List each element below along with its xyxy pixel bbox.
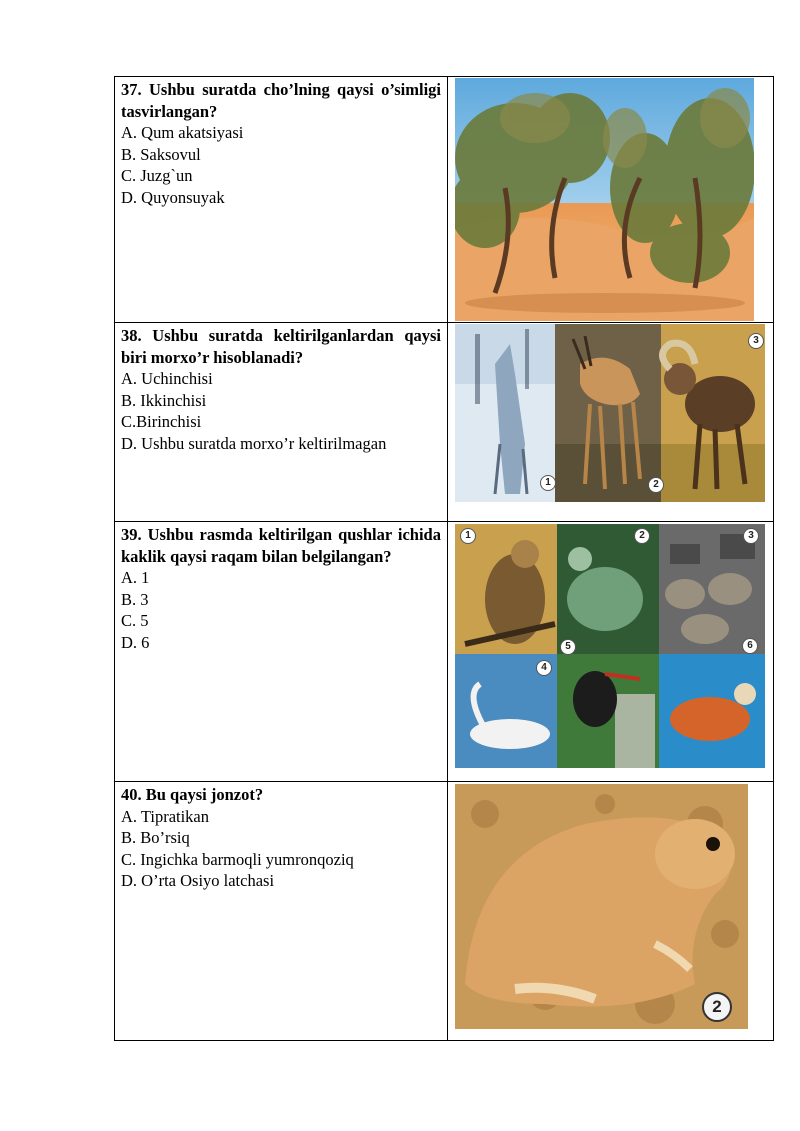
- option-c: C. 5: [121, 611, 149, 631]
- option-d: D. O’rta Osiyo latchasi: [121, 871, 275, 891]
- question-row-39: [115, 522, 774, 782]
- question-cell: [115, 782, 448, 1041]
- desert-saxaul-photo: [455, 78, 754, 321]
- picture-cell: [448, 782, 774, 1041]
- option-b: B. Ikkinchisi: [121, 390, 207, 410]
- six-birds-photo: [455, 524, 765, 768]
- option-b: B. 3: [121, 589, 149, 609]
- picture-cell: [448, 522, 774, 782]
- option-a: A. Qum akatsiyasi: [121, 123, 244, 143]
- question-row-38: [115, 323, 774, 522]
- ground-squirrel-photo: [455, 784, 748, 1029]
- bird-number-1: 1: [460, 528, 476, 544]
- picture-cell: [448, 323, 774, 522]
- question-title: 40. Bu qaysi jonzot?: [121, 785, 264, 804]
- picture-cell: [448, 77, 774, 323]
- option-c: C.Birinchisi: [121, 412, 202, 432]
- option-d: D. 6: [121, 632, 150, 652]
- bird-number-3: 3: [743, 528, 759, 544]
- photo-number-2: 2: [702, 992, 732, 1022]
- option-a: A. 1: [121, 568, 150, 588]
- question-cell: [115, 323, 448, 522]
- bird-number-6: 6: [742, 638, 758, 654]
- option-d: D. Quyonsuyak: [121, 187, 225, 207]
- question-title: 37. Ushbu suratda cho’lning qaysi o’simligi tasvirlangan?: [121, 80, 441, 121]
- question-cell: [115, 77, 448, 323]
- question-row-40: [115, 782, 774, 1041]
- photo-number-3: 3: [748, 333, 764, 349]
- bird-number-5: 5: [560, 639, 576, 655]
- option-c: C. Juzg`un: [121, 166, 193, 186]
- question-title: 39. Ushbu rasmda keltirilgan qushlar ichida kaklik qaysi raqam bilan belgilangan?: [121, 525, 441, 566]
- bird-number-2: 2: [634, 528, 650, 544]
- three-ungulates-photo: [455, 324, 765, 502]
- question-cell: [115, 522, 448, 782]
- option-c: C. Ingichka barmoqli yumronqoziq: [121, 849, 354, 869]
- question-title: 38. Ushbu suratda keltirilganlardan qaysi biri morxo’r hisoblanadi?: [121, 326, 441, 367]
- option-b: B. Bo’rsiq: [121, 828, 190, 848]
- option-d: D. Ushbu suratda morxo’r keltirilmagan: [121, 433, 387, 453]
- bird-number-4: 4: [536, 660, 552, 676]
- option-a: A. Uchinchisi: [121, 369, 213, 389]
- photo-number-1: 1: [540, 475, 556, 491]
- question-row-37: [115, 77, 774, 323]
- option-b: B. Saksovul: [121, 144, 201, 164]
- option-a: A. Tipratikan: [121, 806, 210, 826]
- questions-table: [114, 76, 774, 1041]
- photo-number-2: 2: [648, 477, 664, 493]
